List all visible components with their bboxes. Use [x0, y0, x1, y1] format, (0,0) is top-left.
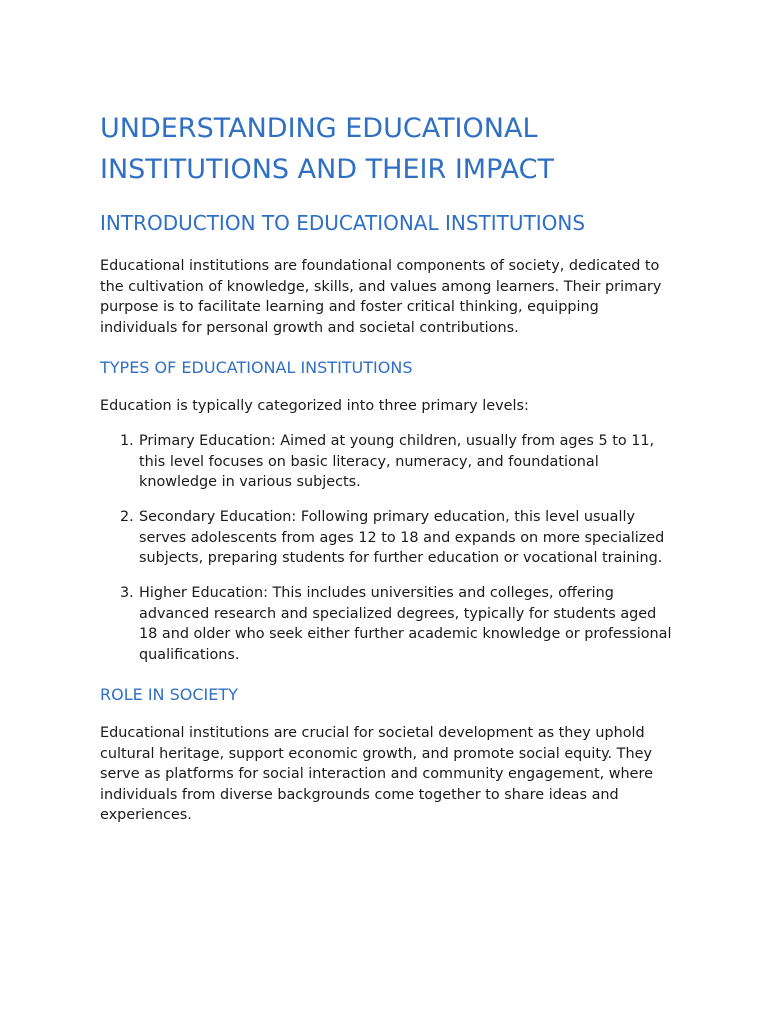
list-item-number: 1. [120, 433, 134, 449]
role-paragraph: Educational institutions are crucial for societal development as they uphold cultural heritage, support economic growth, and promote social equity. They serve as platforms for social interaction and community engagement, where individuals from diverse backgrounds come together to share ideas and experiences. [100, 725, 653, 823]
intro-heading: INTRODUCTION TO EDUCATIONAL INSTITUTIONS [100, 211, 586, 235]
types-heading: TYPES OF EDUCATIONAL INSTITUTIONS [100, 358, 413, 377]
intro-paragraph: Educational institutions are foundational components of society, dedicated to the cultivation of knowledge, skills, and values among learners. Their primary purpose is to facilitate learning and foster critical thinking, equipping individuals for personal growth and societal contributions. [100, 258, 662, 336]
list-item-term: Higher Education: [139, 585, 268, 601]
list-item-number: 3. [120, 585, 134, 601]
list-item-body [139, 507, 674, 569]
types-intro-paragraph: Education is typically categorized into three primary levels: [100, 398, 529, 414]
list-item-text: Following primary education, this level usually serves adolescents from ages 12 to 18 and expands on more specialized subjects, preparing students for further education or vocational training. [139, 509, 665, 566]
list-item-number: 2. [120, 509, 134, 525]
role-heading: ROLE IN SOCIETY [100, 685, 238, 704]
list-item-text: Aimed at young children, usually from ages 5 to 11, this level focuses on basic literacy, numeracy, and foundational knowledge in various subjects. [139, 433, 655, 490]
list-item-term: Secondary Education: [139, 509, 297, 525]
list-item-term: Primary Education: [139, 433, 276, 449]
list-item-body [139, 431, 674, 493]
list-item-text: This includes universities and colleges, offering advanced research and specialized degrees, typically for students aged 18 and older who seek either further academic knowledge or professional qualifications. [139, 585, 672, 663]
list-item-body [139, 583, 674, 665]
document-title: UNDERSTANDING EDUCATIONAL INSTITUTIONS AND THEIR IMPACT [100, 113, 554, 185]
